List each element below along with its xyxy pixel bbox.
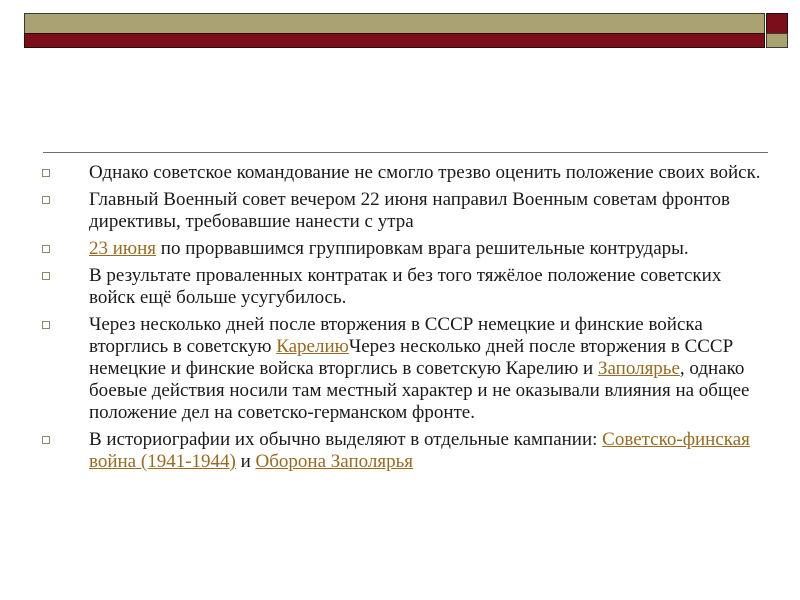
bullet-text: В историографии их обычно выделяют в отдельные кампании: [89,429,603,450]
square-bullet-icon [42,169,50,177]
header-band-olive [24,13,765,34]
bullet-text: по прорвавшимся группировкам врага решительные контрудары. [156,238,689,259]
link-zapolyarye[interactable]: Заполярье [597,358,680,379]
title-divider [43,152,768,153]
link-june-23[interactable]: 23 июня [89,238,157,259]
bullet-item-4 [40,265,770,309]
link-defense-of-arctic[interactable]: Оборона Заполярья [255,451,413,472]
square-bullet-icon [42,321,50,329]
slide-bullet-list [40,162,770,478]
bullet-item-3 [40,238,770,260]
bullet-item-2 [40,189,770,233]
square-bullet-icon [42,272,50,280]
bullet-text: Однако советское командование не смогло трезво оценить положение своих войск. [89,162,761,183]
bullet-text: Главный Военный совет вечером 22 июня направил Военным советам фронтов директивы, требовавшие нанести с утра [89,189,730,232]
header-corner-square-bottom [766,33,788,48]
bullet-text: В результате проваленных контратак и без того тяжёлое положение советских войск ещё больше усугубилось. [89,265,722,308]
bullet-item-5 [40,314,770,424]
bullet-item-1 [40,162,770,184]
bullet-text: и [235,451,256,472]
link-karelia[interactable]: Карелию [276,336,349,357]
square-bullet-icon [42,196,50,204]
bullet-text: Через несколько дней после вторжения в СССР немецкие и финские войска вторглись в советскую [89,314,703,357]
link-soviet-finnish-war[interactable]: Советско-финская война (1941-1944) [89,429,750,472]
bullet-text: , однако боевые действия носили там местный характер и не оказывали влияния на общее положение дел на советско-германском фронте. [89,358,750,423]
header-band-red [24,33,765,48]
square-bullet-icon [42,245,50,253]
bullet-text: Через несколько дней после вторжения в СССР немецкие и финские войска вторглись в советскую Карелию и [89,336,734,379]
bullet-item-6 [40,429,770,473]
square-bullet-icon [42,436,50,444]
header-corner-square-top [766,13,788,34]
